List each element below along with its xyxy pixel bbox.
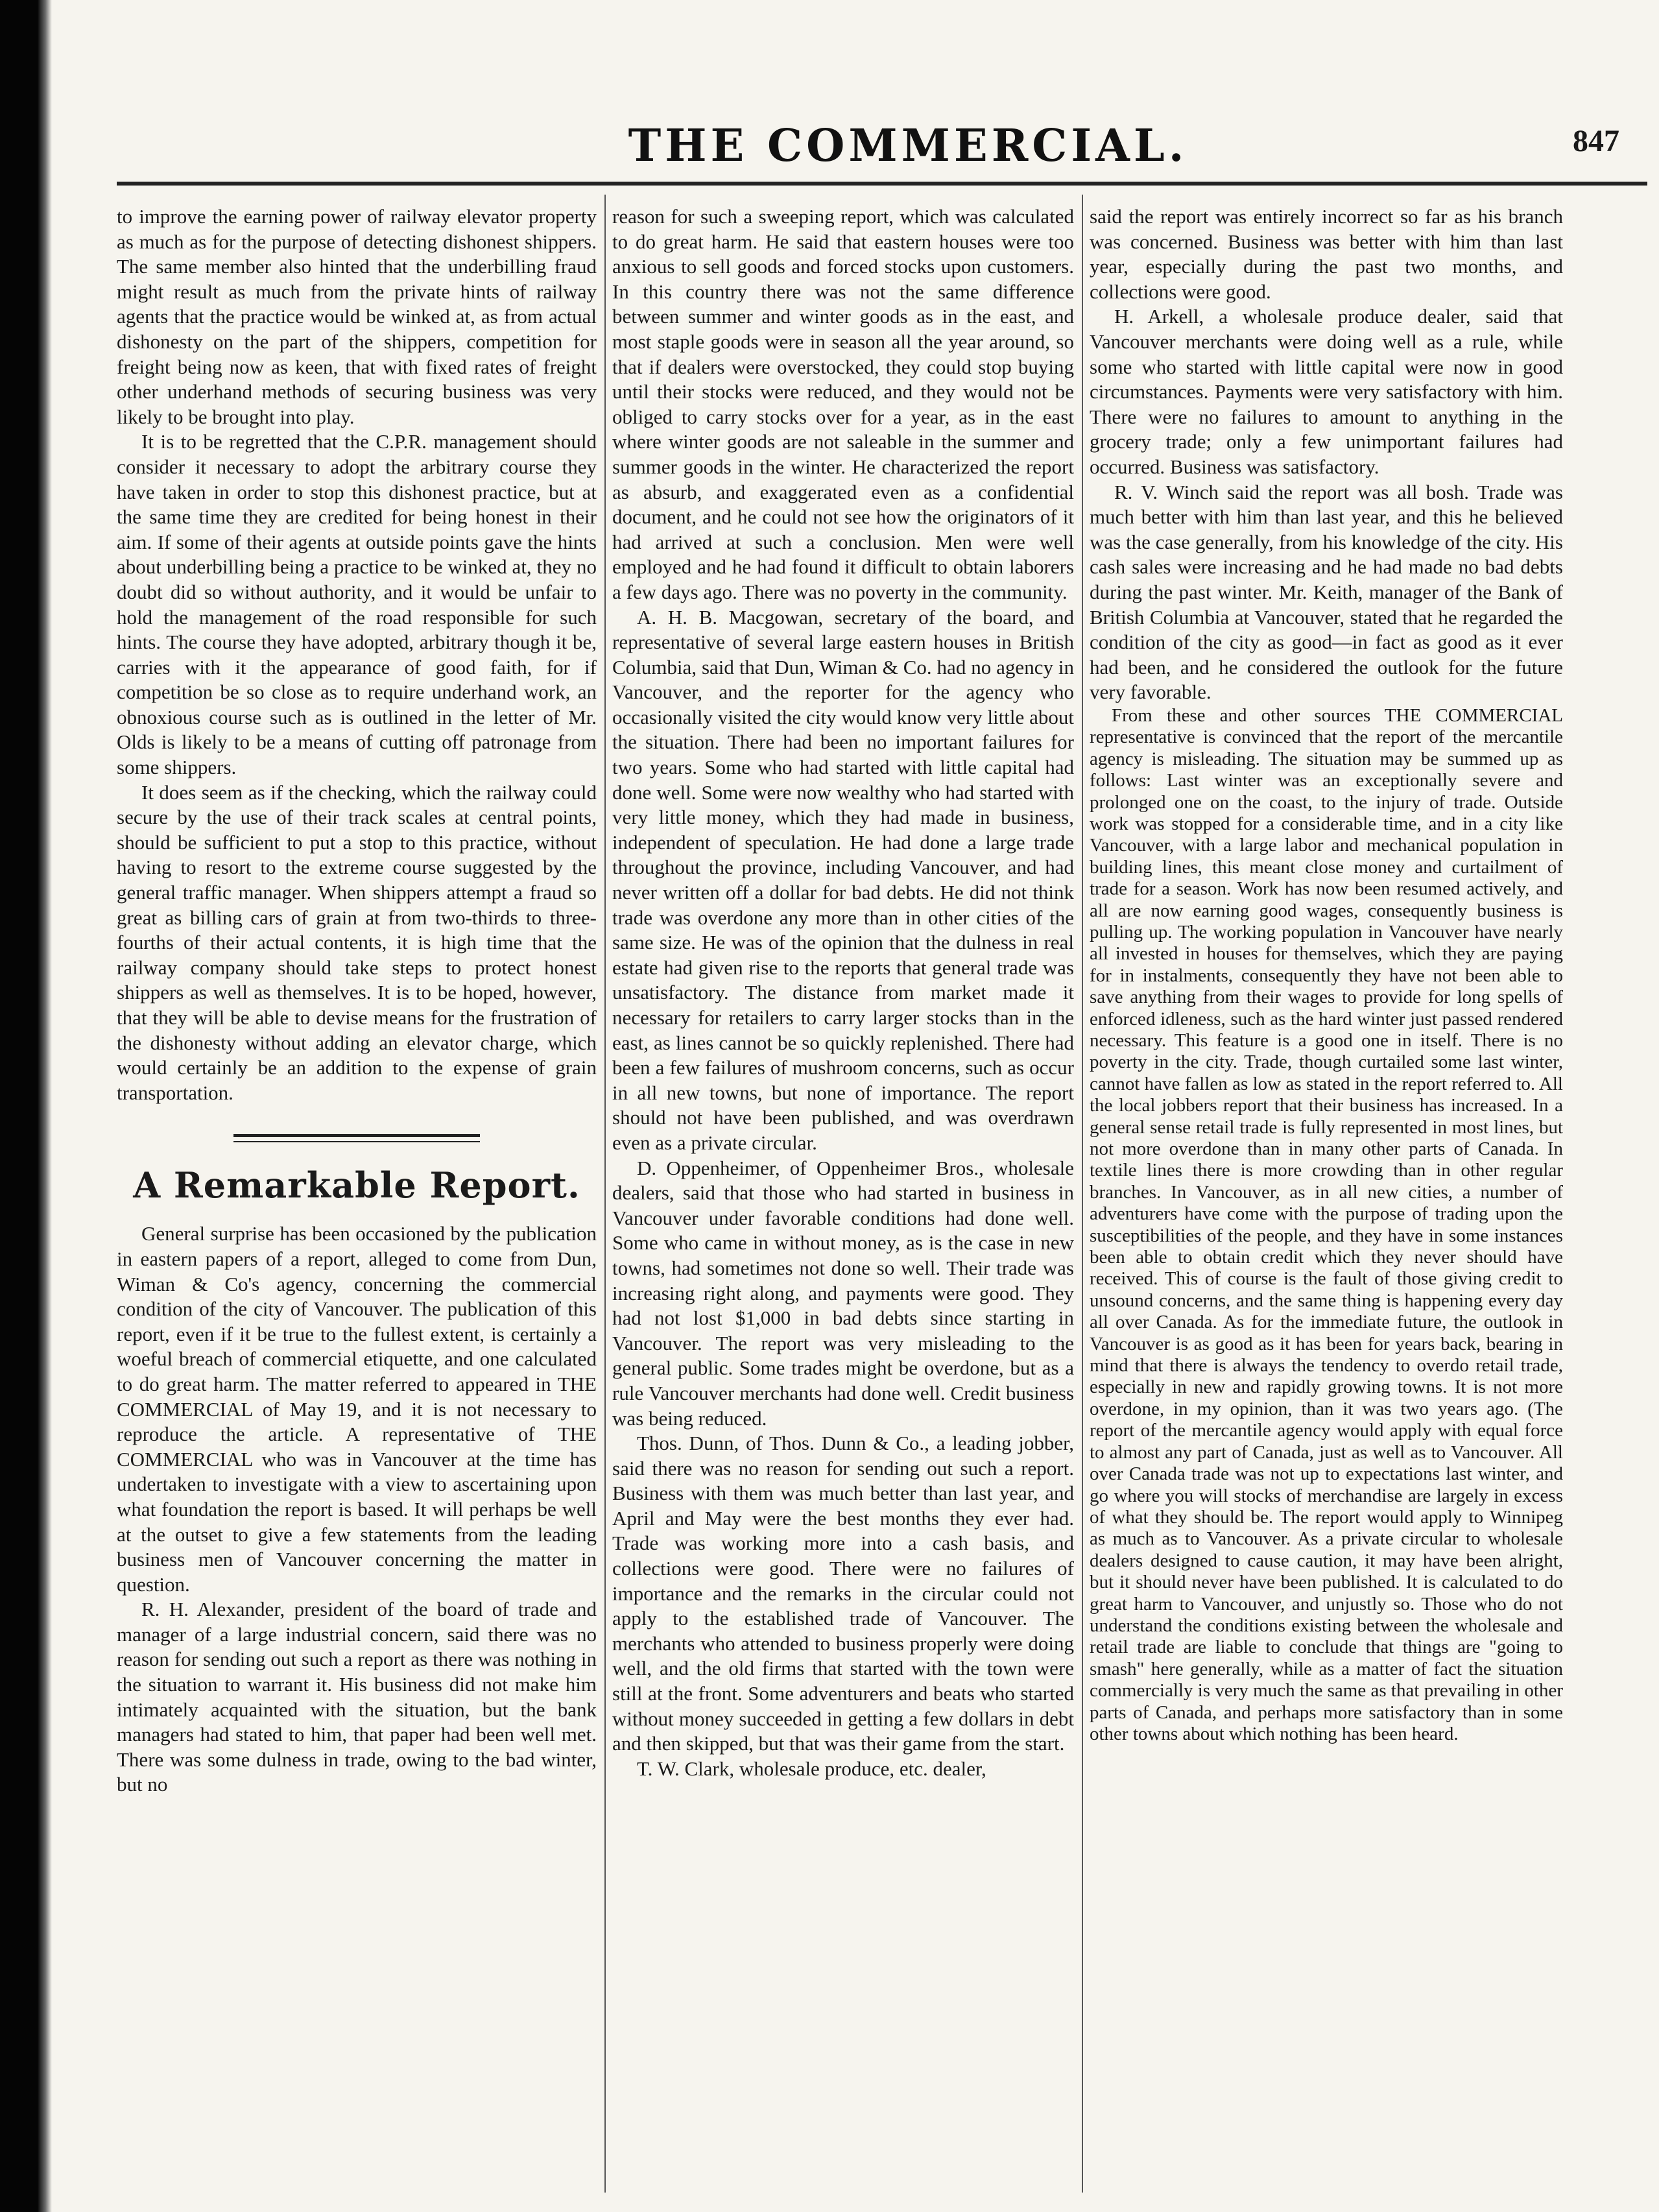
paragraph: to improve the earning power of railway elevator property as much as for the purpose of detecting dishonest shippers. The same member also hinted that the underbilling fraud might result as much from the private hints of railway agents that the practice would be winked at, as from actual dishonesty on the part of the shippers, competition for freight being now as keen, that with fixed rates of freight other underhand methods of securing business was very likely to be brought into play. — [117, 205, 597, 428]
paragraph: General surprise has been occasioned by the publication in eastern papers of a report, alleged to come from Dun, Wiman & Co's agency, concerning the commercial condition of the city of Vancouver. The publication of this report, even if it be true to the fullest extent, is certainly a woeful breach of commercial etiquette, and one calculated to do great harm. The matter referred to appeared in THE COMMERCIAL of May 19, and it is not necessary to reproduce the article. A representative of THE COMMERCIAL who was in Vancouver at the time has undertaken to investigate with a view to ascertaining upon what foundation the report is based. It will perhaps be well at the outset to give a few statements from the leading business men of Vancouver concerning the matter in question. — [117, 1222, 597, 1596]
paragraph: R. H. Alexander, president of the board of trade and manager of a large industrial concern, said there was no reason for sending out such a report as there was nothing in the situation to warrant it. His business did not make him intimately acquainted with the situation, but the bank managers had stated to him, that paper had been well met. There was some dulness in trade, owing to the bad winter, but no — [117, 1598, 597, 1796]
separator-rule — [233, 1141, 480, 1142]
column-divider — [604, 195, 606, 2193]
paragraph: R. V. Winch said the report was all bosh. Trade was much better with him than last year, and this he believed was the case generally, from his knowledge of the city. His cash sales were increasing and he had made no bad debts during the past winter. Mr. Keith, manager of the Bank of British Columbia at Vancouver, stated that he regarded the condition of the city as good—in fact as good as it ever had been, and he considered the outlook for the future very favorable. — [1090, 480, 1563, 704]
column-divider — [1082, 195, 1083, 2193]
article-separator — [117, 1134, 597, 1142]
small-type-section — [1090, 705, 1563, 1746]
paragraph: D. Oppenheimer, of Oppenheimer Bros., wholesale dealers, said that those who had started in business in Vancouver under favorable conditions had done well. Some who came in without money, as is the case in new towns, had sometimes not done so well. Their trade was increasing right along, and payments were good. They had not lost $1,000 in bad debts since starting in Vancouver. The report was very misleading to the general public. Some trades might be overdone, but as a rule Vancouver merchants had done well. Credit business was being reduced. — [612, 1156, 1074, 1430]
column-3 — [1090, 204, 1563, 1745]
column-2 — [612, 204, 1074, 1781]
paragraph: reason for such a sweeping report, which was calculated to do great harm. He said that eastern houses were too anxious to sell goods and forced stocks upon customers. In this country there was not the same difference between summer and winter goods as in the east, and most staple goods were in season all the year around, so that if dealers were overstocked, they could stop buying until their stocks were reduced, and they would not be obliged to carry stocks over for a year, as in the east where winter goods are not saleable in the summer and summer goods in the winter. He characterized the report as absurb, and exaggerated even as a confidential document, and he could not see how the originators of it had arrived at such a conclusion. Men were well employed and he had found it difficult to obtain laborers a few days ago. There was no poverty in the community. — [612, 205, 1074, 603]
paragraph: A. H. B. Macgowan, secretary of the board, and representative of several large eastern houses in British Columbia, said that Dun, Wiman & Co. had no agency in Vancouver, and the reporter for the agency who occasionally visited the city would know very little about the situation. There had been no important failures for two years. Some who had started with little capital had done well. Some were now wealthy who had started with very little money, which they had made in business, independent of speculation. He had done a large trade throughout the province, including Vancouver, and had never written off a dollar for bad debts. He did not think trade was overdone any more than in other cities of the same size. He was of the opinion that the dulness in real estate had given rise to the reports that general trade was unsatisfactory. The distance from market made it necessary for retailers to carry larger stocks than in the east, as lines cannot be so quickly replenished. There had been a few failures of mushroom concerns, such as occur in all new towns, but none of importance. The report should not have been published, and was overdrawn even as a private circular. — [612, 605, 1074, 1154]
paragraph: Thos. Dunn, of Thos. Dunn & Co., a leading jobber, said there was no reason for sending out such a report. Business with them was much better than last year, and April and May were the best months they ever had. Trade was working more into a cash basis, and collections were good. There were no failures of importance and the remarks in the circular could not apply to the established trade of Vancouver. The merchants who attended to business properly were doing well, and the old firms that started with the town were still at the front. Some adventurers and beats who started without money succeeded in getting a few dollars in debt and then skipped, but that was their game from the start. — [612, 1432, 1074, 1755]
page-binding-edge — [0, 0, 52, 2212]
article-headline: A Remarkable Report. — [133, 1164, 580, 1207]
column-1 — [117, 204, 597, 1797]
paragraph: T. W. Clark, wholesale produce, etc. dealer, — [637, 1757, 986, 1780]
page-number: 847 — [1573, 124, 1619, 158]
paragraph: It does seem as if the checking, which the railway could secure by the use of their track scales at central points, should be sufficient to put a stop to this practice, without having to resort to the extreme course suggested by the general traffic manager. When shippers attempt a fraud so great as billing cars of grain at from two-thirds to three-fourths of their actual contents, it is high time that the railway company should take steps to protect honest shippers as well as themselves. It is to be hoped, however, that they will be able to devise means for the frustration of the dishonesty without adding an elevator charge, which would certainly be an addition to the expense of grain transportation. — [117, 780, 597, 1104]
paragraph: From these and other sources THE COMMERCIAL representative is convinced that the report of the mercantile agency is misleading. The situation may be summed up as follows: Last winter was an exceptionally severe and prolonged one on the coast, to the injury of trade. Outside work was stopped for a considerable time, and in a city like Vancouver, with a large labor and mechanical population in building lines, this meant close money and curtailment of trade for a season. Work has now been resumed actively, and all are now earning good wages, consequently business is pulling up. The working population in Vancouver have nearly all invested in houses for themselves, which they are paying for in instalments, consequently they have not been able to save anything from their wages to provide for long spells of enforced idleness, such as the hard winter just passed rendered necessary. This feature is a good one in itself. There is no poverty in the city. Trade, though curtailed some last winter, cannot have fallen as low as stated in the report referred to. All the local jobbers report that their business has increased. In a general sense retail trade is fully represented in most lines, but not more overdone than in many other parts of Canada. In textile lines there is more crowding than in other regular branches. In Vancouver, as in all new cities, a number of adventurers have come with the purpose of trading upon the susceptibilities of the people, and they have in some instances been able to obtain credit which they never should have received. This of course is the fault of those giving credit to unsound concerns, and the same thing is happening every day all over Canada. As for the immediate future, the outlook in Vancouver is as good as it has been for years back, bearing in mind that there is always the tendency to overdo retail trade, especially in new and rapidly growing towns. It is not more overdone, in my opinion, than it was two years ago. (The report of the mercantile agency would apply with equal force to almost any part of Canada, just as well as to Vancouver. All over Canada trade was not up to expectations last winter, and go where you will stocks of merchandise are largely in excess of what they should be. The report would apply to Winnipeg as much as to Vancouver. As a private circular to wholesale dealers designed to cause caution, it may have been alright, but it should never have been published. It is calculated to do great harm to Vancouver, and unjustly so. Those who do not understand the conditions existing between the wholesale and retail trade are liable to conclude that things are "going to smash" here generally, while as a matter of fact the situation commercially is very much the same as that prevailing in other parts of Canada, and perhaps more satisfactory than in some other towns about which nothing has been heard. — [1090, 704, 1563, 1744]
paragraph: H. Arkell, a wholesale produce dealer, said that Vancouver merchants were doing well as a rule, while some who started with little capital were now in good circumstances. Payments were very satisfactory with him. There were no failures to amount to anything in the grocery trade; only a few unimportant failures had occurred. Business was satisfactory. — [1090, 305, 1563, 478]
masthead: THE COMMERCIAL. — [628, 120, 1188, 172]
paragraph: said the report was entirely incorrect so far as his branch was concerned. Business was better with him than last year, especially during the past two months, and collections were good. — [1090, 205, 1563, 303]
separator-rule — [233, 1134, 480, 1137]
paragraph: It is to be regretted that the C.P.R. management should consider it necessary to adopt the arbitrary course they have taken in order to stop this dishonest practice, but at the same time they are credited for being honest in their aim. If some of their agents at outside points gave the hints about underbilling being a practice to be winked at, they no doubt did so without authority, and it would be unfair to hold the management of the road responsible for such hints. The course they have adopted, arbitrary though it be, carries with it the appearance of good faith, for if competition be so close as to require underhand work, an obnoxious course such as is outlined in the letter of Mr. Olds is likely to be a means of cutting off patronage from some shippers. — [117, 430, 597, 779]
header-rule — [117, 182, 1647, 186]
